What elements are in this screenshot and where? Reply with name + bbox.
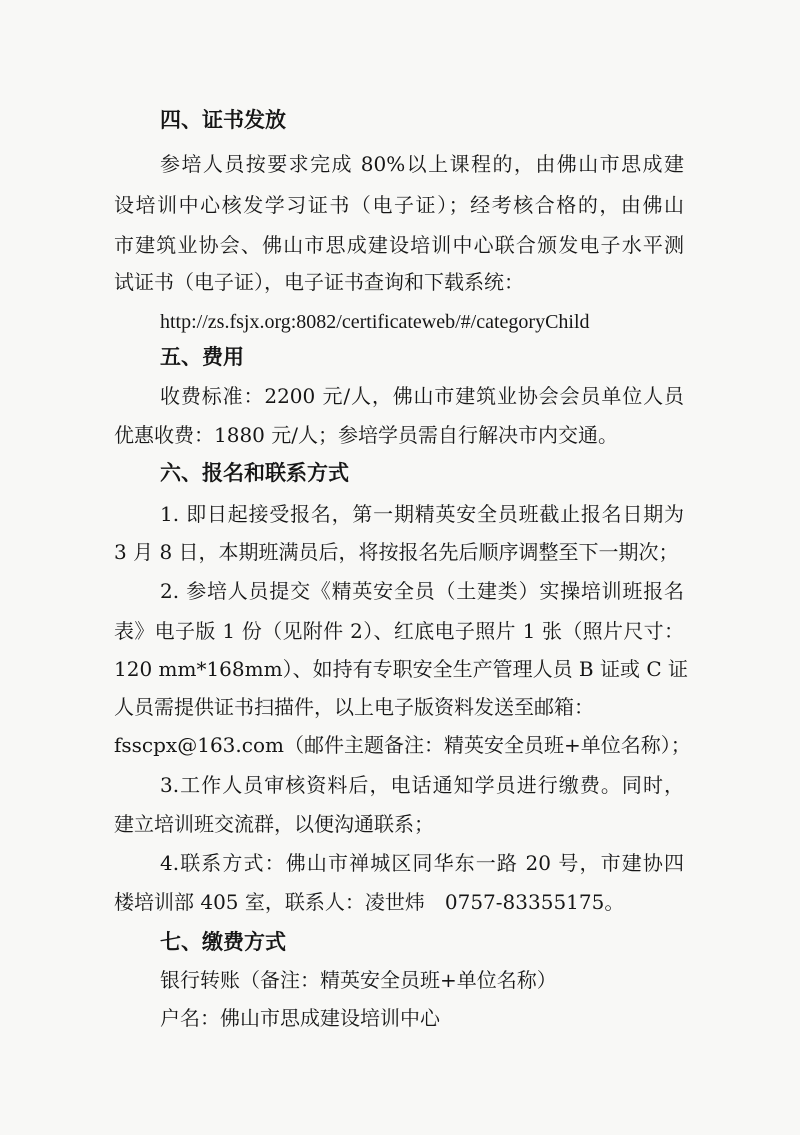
section-6-item-4-line-1: 4.联系方式：佛山市禅城区同华东一路 20 号，市建协四 <box>160 851 684 875</box>
section-4-paragraph-line-2: 设培训中心核发学习证书（电子证）；经考核合格的，由佛山 <box>114 193 684 217</box>
section-5-line-1: 收费标准：2200 元/人，佛山市建筑业协会会员单位人员 <box>160 384 684 408</box>
section-7-line-1: 银行转账（备注：精英安全员班+单位名称） <box>160 968 557 992</box>
certificate-query-url: http://zs.fsjx.org:8082/certificateweb/#/categoryChild <box>160 311 590 333</box>
section-6-item-2-line-1: 2. 参培人员提交《精英安全员（土建类）实操培训班报名 <box>160 579 684 603</box>
section-4-paragraph-line-1: 参培人员按要求完成 80%以上课程的，由佛山市思成建 <box>160 152 684 176</box>
section-6-item-2-line-4: 人员需提供证书扫描件，以上电子版资料发送至邮箱： <box>114 695 594 719</box>
section-6-item-2-line-5: fsscpx@163.com（邮件主题备注：精英安全员班+单位名称）； <box>114 733 691 757</box>
section-6-item-1-line-2: 3 月 8 日，本期班满员后，将按报名先后顺序调整至下一期次； <box>114 540 679 564</box>
section-6-item-2-line-2: 表》电子版 1 份（见附件 2）、红底电子照片 1 张（照片尺寸： <box>114 619 684 643</box>
section-6-item-4-line-2: 楼培训部 405 室，联系人：凌世炜 0757-83355175。 <box>114 890 625 914</box>
section-4-paragraph-line-4: 试证书（电子证），电子证书查询和下载系统： <box>114 270 524 294</box>
section-7-line-2: 户名：佛山市思成建设培训中心 <box>160 1006 440 1030</box>
section-6-item-1-line-1: 1. 即日起接受报名，第一期精英安全员班截止报名日期为 <box>160 502 684 526</box>
section-5-heading: 五、费用 <box>160 344 244 369</box>
section-5-line-2: 优惠收费：1880 元/人；参培学员需自行解决市内交通。 <box>114 423 618 447</box>
section-6-item-2-line-3: 120 mm*168mm）、如持有专职安全生产管理人员 B 证或 C 证 <box>114 657 688 681</box>
section-7-heading: 七、缴费方式 <box>160 929 286 954</box>
section-6-item-3-line-2: 建立培训班交流群，以便沟通联系； <box>114 812 434 836</box>
section-4-heading: 四、证书发放 <box>160 107 286 132</box>
section-6-heading: 六、报名和联系方式 <box>160 460 349 485</box>
section-4-paragraph-line-3: 市建筑业协会、佛山市思成建设培训中心联合颁发电子水平测 <box>114 233 684 257</box>
section-6-item-3-line-1: 3.工作人员审核资料后，电话通知学员进行缴费。同时， <box>160 773 684 797</box>
